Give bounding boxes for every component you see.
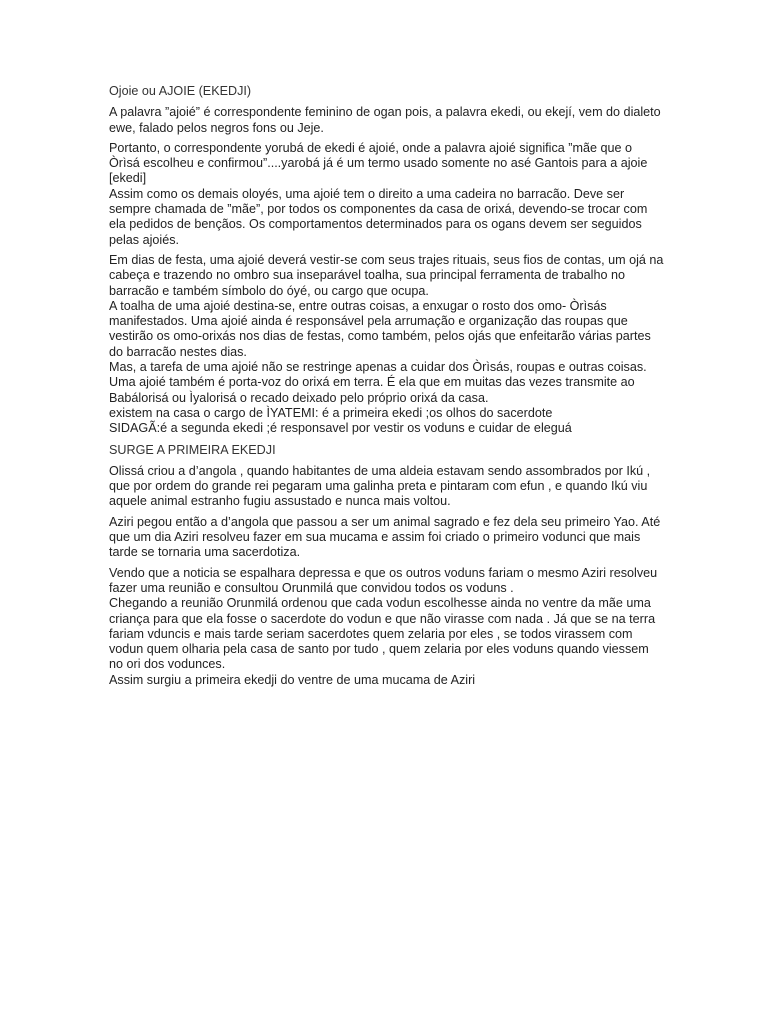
paragraph-orunmila-order: Chegando a reunião Orunmilá ordenou que cada vodun escolhesse ainda no ventre da mãe uma criança para que ela fosse o sacerdote do vodun e que não virasse com nada . Já que se na terra fariam vduncis e mais tarde seriam sacerdotes quem zelaria por eles , se todos virassem com vodun quem olharia pela casa de santo por tudo , quem zelaria por eles voduns quando viessem no ori dos vodunces. (109, 596, 656, 672)
paragraph-iyatemi: existem na casa o cargo de ÌYATEMI: é a primeira ekedi ;os olhos do sacerdote (109, 405, 553, 420)
paragraph-yoruba-correspondent: Portanto, o correspondente yorubá de ekedi é ajoié, onde a palavra ajoié significa ”mãe que o Òrìsá escolheu e confirmou”....yarobá já é um termo usado somente no asé Gantois para a ajoie [ekedi] (109, 140, 648, 186)
paragraph-ajoie-definition: A palavra ”ajoié” é correspondente feminino de ogan pois, a palavra ekedi, ou ekejí, vem do dialeto ewe, falado pelos negros fons ou Jeje. (109, 105, 661, 135)
paragraph-first-ekedji: Assim surgiu a primeira ekedji do ventre de uma mucama de Aziri (109, 672, 476, 687)
paragraph-festival-attire: Em dias de festa, uma ajoié deverá vestir-se com seus trajes rituais, seus fios de contas, um ojá na cabeça e trazendo no ombro sua inseparável toalha, sua principal ferramenta de trabalho no barracão e também símbolo do óyé, ou cargo que ocupa. (109, 252, 664, 298)
document-page (109, 84, 665, 688)
document-title: Ojoie ou AJOIE (EKEDJI) (109, 84, 252, 98)
paragraph-aziri-first-yao: Aziri pegou então a d’angola que passou a ser um animal sagrado e fez dela seu primeiro Yao. Até que um dia Aziri resolveu fazer em sua mucama e assim foi criado o primeiro vodunci que mais tarde se tornaria uma sacerdotiza. (109, 514, 661, 560)
paragraph-spokesperson: Mas, a tarefa de uma ajoié não se restringe apenas a cuidar dos Òrìsás, roupas e outras coisas. Uma ajoié também é porta-voz do orixá em terra. É ela que em muitas das vezes transmite ao Babálorisá ou Ìyalorisá o recado deixado pelo próprio orixá da casa. (109, 360, 647, 405)
section-heading: SURGE A PRIMEIRA EKEDJI (109, 442, 276, 457)
paragraph-sidaga: SIDAGÃ:é a segunda ekedi ;é responsavel por vestir os voduns e cuidar de eleguá (109, 421, 572, 436)
paragraph-olissa-dangola: Olissá criou a d’angola , quando habitantes de uma aldeia estavam sendo assombrados por Ikú , que por ordem do grande rei pegaram uma galinha preta e pintaram com efun , e quando Ikú viu aquele animal estranho fugiu assustado e nunca mais voltou. (109, 463, 651, 509)
paragraph-oloyes-chair: Assim como os demais oloyés, uma ajoié tem o direito a uma cadeira no barracão. Deve ser sempre chamada de ”mãe”, por todos os componentes da casa de orixá, devendo-se trocar com ela pedidos de bençãos. Os comportamentos determinados para os ogans devem ser seguidos pelas ajoiés. (109, 186, 648, 247)
paragraph-aziri-meeting: Vendo que a noticia se espalhara depressa e que os outros voduns fariam o mesmo Aziri resolveu fazer uma reunião e consultou Orunmilá que convidou todos os voduns . (109, 565, 658, 595)
paragraph-towel-duties: A toalha de uma ajoié destina-se, entre outras coisas, a enxugar o rosto dos omo- Òrìsás manifestados. Uma ajoié ainda é responsável pela arrumação e organização das roupas que vestirão os omo-orixás nos dias de festas, como também, pelos ojás que enfeitarão várias partes do barracão nestes dias. (109, 298, 651, 359)
